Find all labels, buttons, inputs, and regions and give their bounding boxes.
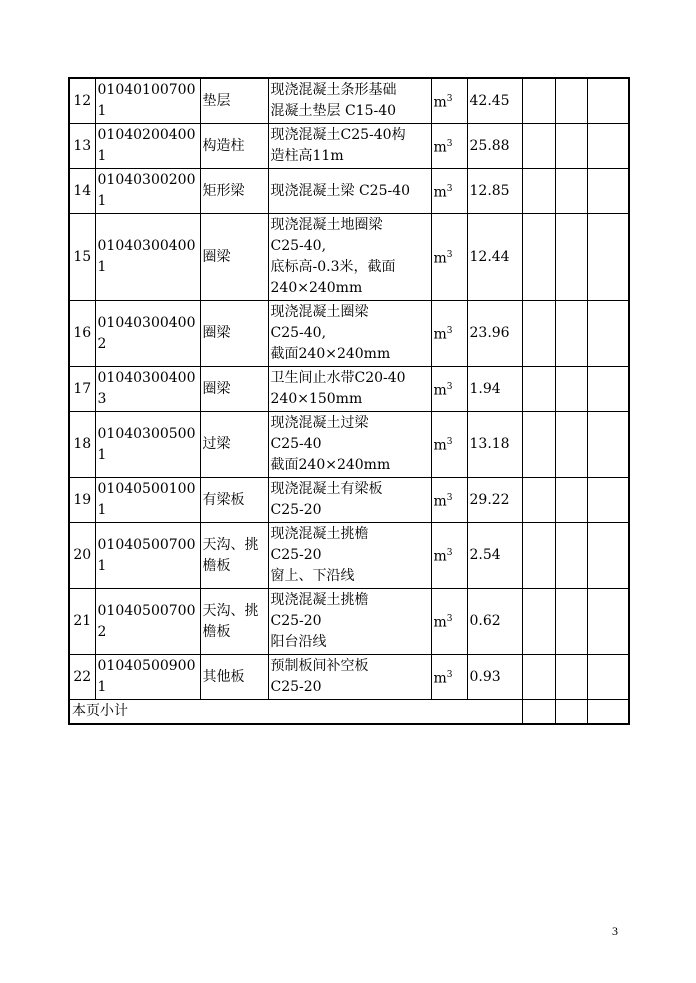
row-seq: 22: [69, 655, 95, 700]
unit-exponent: 3: [446, 381, 453, 392]
row-quantity: 13.18: [467, 412, 522, 478]
row-name: 有梁板: [200, 478, 268, 523]
row-name: 构造柱: [200, 124, 268, 169]
unit-exponent: 3: [446, 492, 453, 503]
row-unit-price: [522, 523, 555, 589]
row-code: 010405007002: [95, 589, 200, 655]
unit-base: m: [433, 548, 447, 565]
row-seq: 14: [69, 169, 95, 214]
row-unit: [431, 367, 467, 412]
row-total-price: [555, 478, 587, 523]
row-unit-price: [522, 367, 555, 412]
row-unit: [431, 412, 467, 478]
table-row: [69, 523, 629, 589]
unit-base: m: [433, 184, 447, 201]
row-unit: [431, 214, 467, 301]
unit-exponent: 3: [446, 548, 453, 559]
row-unit: [431, 523, 467, 589]
row-description: 现浇混凝土过梁 C25-40 截面240×240mm: [268, 412, 431, 478]
table-row: [69, 124, 629, 169]
unit-exponent: 3: [446, 669, 453, 680]
row-remark: [587, 169, 629, 214]
row-seq: 15: [69, 214, 95, 301]
row-total-price: [555, 214, 587, 301]
row-remark: [587, 412, 629, 478]
row-unit: [431, 124, 467, 169]
unit-exponent: 3: [446, 249, 453, 260]
subtotal-cell-2: [555, 700, 587, 725]
table-row: [69, 367, 629, 412]
row-name: 其他板: [200, 655, 268, 700]
row-name: 天沟、挑檐板: [200, 589, 268, 655]
row-unit: [431, 589, 467, 655]
row-quantity: 0.62: [467, 589, 522, 655]
row-code: 010402004001: [95, 124, 200, 169]
unit-base: m: [433, 94, 447, 111]
row-name: 矩形梁: [200, 169, 268, 214]
table-row: [69, 169, 629, 214]
row-remark: [587, 214, 629, 301]
row-seq: 18: [69, 412, 95, 478]
row-remark: [587, 78, 629, 124]
row-description: 预制板间补空板 C25-20: [268, 655, 431, 700]
unit-exponent: 3: [446, 326, 453, 337]
row-total-price: [555, 367, 587, 412]
row-seq: 17: [69, 367, 95, 412]
row-seq: 16: [69, 301, 95, 367]
row-total-price: [555, 169, 587, 214]
row-quantity: 23.96: [467, 301, 522, 367]
row-quantity: 29.22: [467, 478, 522, 523]
row-quantity: 25.88: [467, 124, 522, 169]
row-code: 010403004002: [95, 301, 200, 367]
row-remark: [587, 301, 629, 367]
table-row: [69, 412, 629, 478]
row-name: 天沟、挑檐板: [200, 523, 268, 589]
row-quantity: 12.44: [467, 214, 522, 301]
row-code: 010401007001: [95, 78, 200, 124]
row-unit: [431, 655, 467, 700]
table-row: [69, 214, 629, 301]
unit-base: m: [433, 437, 447, 454]
row-description: 现浇混凝土条形基础 混凝土垫层 C15-40: [268, 78, 431, 124]
row-remark: [587, 655, 629, 700]
subtotal-label: 本页小计: [69, 700, 522, 725]
row-quantity: 2.54: [467, 523, 522, 589]
row-unit-price: [522, 655, 555, 700]
row-remark: [587, 478, 629, 523]
row-code: 010405009001: [95, 655, 200, 700]
row-total-price: [555, 301, 587, 367]
row-description: 现浇混凝土挑檐 C25-20 阳台沿线: [268, 589, 431, 655]
row-description: 现浇混凝土梁 C25-40: [268, 169, 431, 214]
row-total-price: [555, 589, 587, 655]
table-row: [69, 478, 629, 523]
row-remark: [587, 124, 629, 169]
row-unit-price: [522, 124, 555, 169]
row-code: 010405007001: [95, 523, 200, 589]
row-unit-price: [522, 478, 555, 523]
row-code: 010403004003: [95, 367, 200, 412]
row-quantity: 0.93: [467, 655, 522, 700]
unit-exponent: 3: [446, 437, 453, 448]
row-remark: [587, 367, 629, 412]
row-description: 现浇混凝土地圈梁 C25-40, 底标高-0.3米，截面 240×240mm: [268, 214, 431, 301]
unit-base: m: [433, 139, 447, 156]
row-quantity: 1.94: [467, 367, 522, 412]
subtotal-row: [69, 700, 629, 725]
page-number: 3: [612, 924, 618, 938]
row-code: 010403002001: [95, 169, 200, 214]
row-unit-price: [522, 214, 555, 301]
subtotal-cell-3: [587, 700, 629, 725]
unit-base: m: [433, 382, 447, 399]
unit-base: m: [433, 670, 447, 687]
unit-exponent: 3: [446, 614, 453, 625]
row-name: 圈梁: [200, 214, 268, 301]
row-quantity: 42.45: [467, 78, 522, 124]
table-row: [69, 589, 629, 655]
row-total-price: [555, 655, 587, 700]
row-description: 现浇混凝土C25-40构 造柱高11m: [268, 124, 431, 169]
row-total-price: [555, 523, 587, 589]
row-total-price: [555, 412, 587, 478]
unit-exponent: 3: [446, 93, 453, 104]
table-row: [69, 655, 629, 700]
row-total-price: [555, 78, 587, 124]
table-body: [69, 78, 629, 724]
unit-base: m: [433, 250, 447, 267]
unit-exponent: 3: [446, 138, 453, 149]
row-unit-price: [522, 301, 555, 367]
row-code: 010403005001: [95, 412, 200, 478]
unit-base: m: [433, 493, 447, 510]
row-unit-price: [522, 412, 555, 478]
row-name: 过梁: [200, 412, 268, 478]
row-seq: 20: [69, 523, 95, 589]
row-unit: [431, 169, 467, 214]
row-unit: [431, 78, 467, 124]
row-remark: [587, 589, 629, 655]
row-seq: 13: [69, 124, 95, 169]
row-seq: 12: [69, 78, 95, 124]
row-description: 现浇混凝土挑檐 C25-20 窗上、下沿线: [268, 523, 431, 589]
row-unit-price: [522, 169, 555, 214]
row-name: 圈梁: [200, 367, 268, 412]
row-seq: 21: [69, 589, 95, 655]
row-name: 圈梁: [200, 301, 268, 367]
row-code: 010403004001: [95, 214, 200, 301]
bill-of-quantities-table: [68, 77, 630, 725]
table-row: [69, 301, 629, 367]
row-unit: [431, 478, 467, 523]
row-unit-price: [522, 589, 555, 655]
row-description: 现浇混凝土圈梁 C25-40, 截面240×240mm: [268, 301, 431, 367]
subtotal-cell-1: [522, 700, 555, 725]
row-code: 010405001001: [95, 478, 200, 523]
table-row: [69, 78, 629, 124]
row-total-price: [555, 124, 587, 169]
unit-base: m: [433, 614, 447, 631]
row-unit-price: [522, 78, 555, 124]
row-remark: [587, 523, 629, 589]
unit-exponent: 3: [446, 183, 453, 194]
unit-base: m: [433, 326, 447, 343]
row-description: 现浇混凝土有梁板 C25-20: [268, 478, 431, 523]
row-quantity: 12.85: [467, 169, 522, 214]
row-description: 卫生间止水带C20-40 240×150mm: [268, 367, 431, 412]
row-unit: [431, 301, 467, 367]
row-seq: 19: [69, 478, 95, 523]
row-name: 垫层: [200, 78, 268, 124]
